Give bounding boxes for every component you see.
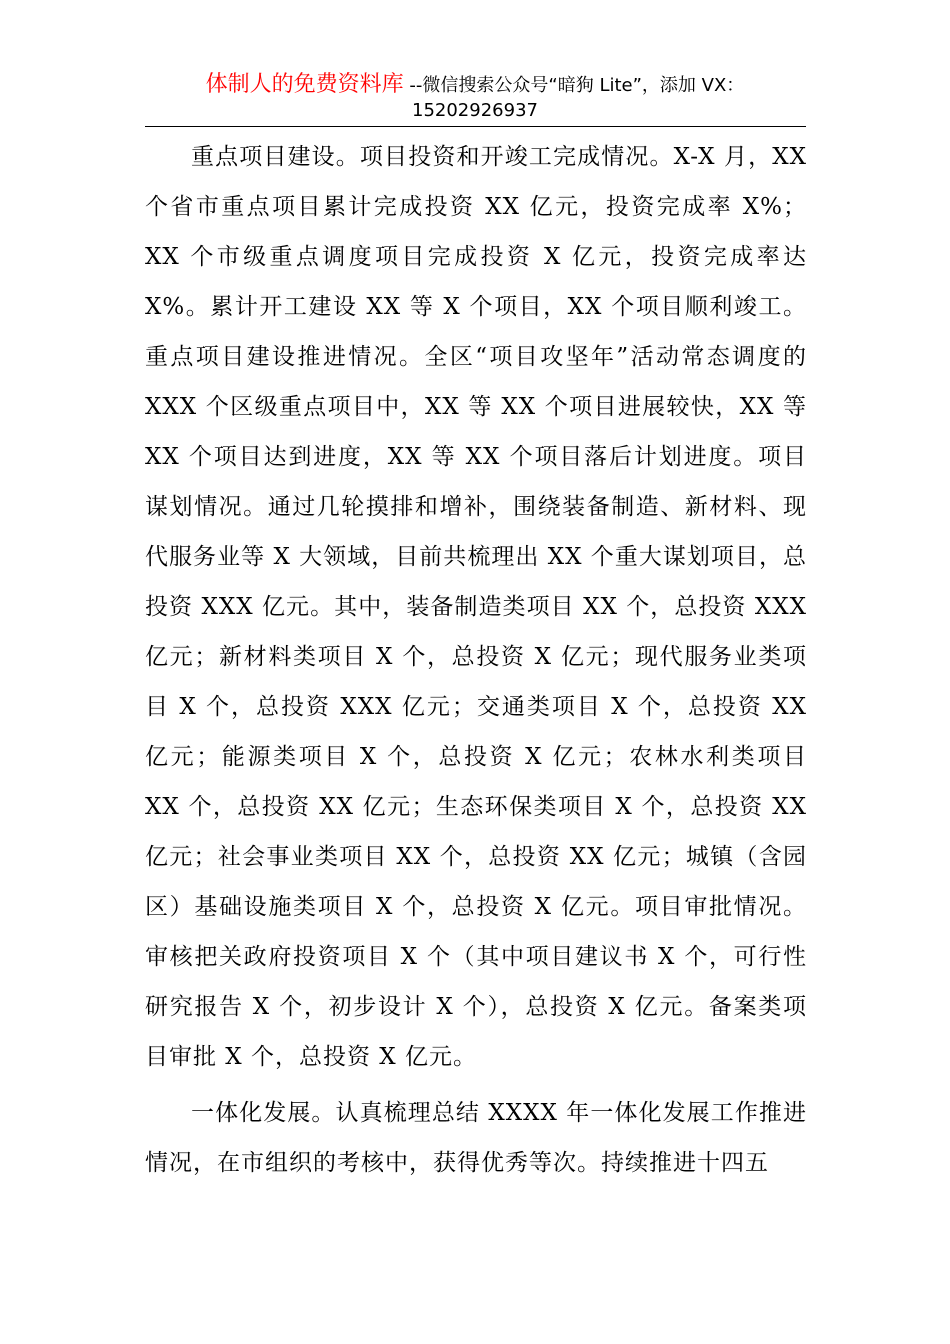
paragraph-project-construction: 重点项目建设。项目投资和开竣工完成情况。X-X 月，XX 个省市重点项目累计完成投资 XX 亿元，投资完成率 X%；XX 个市级重点调度项目完成投资 X 亿元，投资完成率达 X%。累计开工建设 XX 等 X 个项目，XX 个项目顺利竣工。重点项目建设推进情况。全区“项目攻坚年”活动常态调度的 XXX 个区级重点项目中，XX 等 XX 个项目进展较快，XX 等 XX 个项目达到进度，XX 等 XX 个项目落后计划进度。项目谋划情况。通过几轮摸排和增补，围绕装备制造、新材料、现代服务业等 X 大领域，目前共梳理出 XX 个重大谋划项目，总投资 XXX 亿元。其中，装备制造类项目 XX 个，总投资 XXX 亿元；新材料类项目 X 个，总投资 X 亿元；现代服务业类项目 X 个，总投资 XXX 亿元；交通类项目 X 个，总投资 XX 亿元；能源类项目 X 个，总投资 X 亿元；农林水利类项目 XX 个，总投资 XX 亿元；生态环保类项目 X 个，总投资 XX 亿元；社会事业类项目 XX 个，总投资 XX 亿元；城镇（含园区）基础设施类项目 X 个，总投资 X 亿元。项目审批情况。审核把关政府投资项目 X 个（其中项目建议书 X 个，可行性研究报告 X 个，初步设计 X 个），总投资 X 亿元。备案类项目审批 X 个，总投资 X 亿元。 [145,144,807,1070]
brand-title: 体制人的免费资料库 [205,72,404,97]
header-divider [145,126,806,127]
header-contact: --微信搜索公众号“暗狗 Lite”，添加 VX：15202926937 [403,75,745,121]
paragraph-integration-development: 一体化发展。认真梳理总结 XXXX 年一体化发展工作推进情况，在市组织的考核中，获得优秀等次。持续推进十四五 [145,1100,807,1176]
page-header [145,72,805,123]
